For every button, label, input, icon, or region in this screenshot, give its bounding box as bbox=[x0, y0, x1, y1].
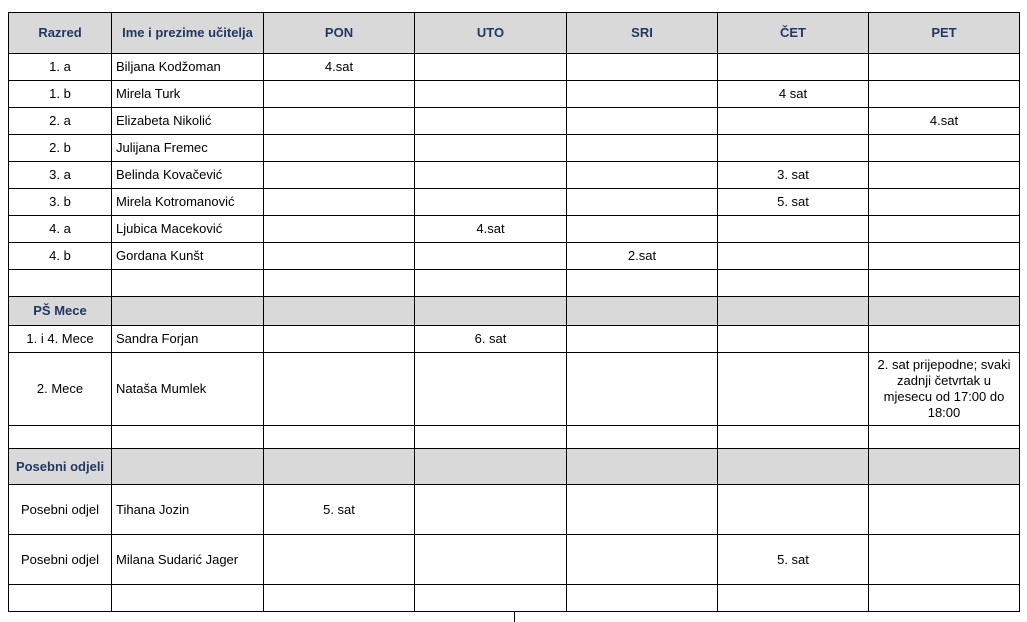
table-row bbox=[9, 243, 1020, 270]
table-row bbox=[9, 54, 1020, 81]
cell-razred: 4. a bbox=[9, 216, 112, 243]
cell-pon: 5. sat bbox=[264, 485, 415, 535]
section-label: PŠ Mece bbox=[9, 297, 112, 326]
cell-cet bbox=[718, 353, 869, 426]
cell-sri bbox=[567, 216, 718, 243]
cell-pet: 4.sat bbox=[869, 108, 1020, 135]
section-empty-cell bbox=[264, 449, 415, 485]
cell-teacher-name: Mirela Turk bbox=[112, 81, 264, 108]
table-row bbox=[9, 326, 1020, 353]
cell-cet bbox=[718, 135, 869, 162]
cell-cet bbox=[718, 326, 869, 353]
cell-sri bbox=[567, 585, 718, 612]
cell-sri bbox=[567, 270, 718, 297]
cell-pon bbox=[264, 243, 415, 270]
cell-cet: 3. sat bbox=[718, 162, 869, 189]
cell-teacher-name: Biljana Kodžoman bbox=[112, 54, 264, 81]
table-row bbox=[9, 426, 1020, 449]
cell-pet bbox=[869, 535, 1020, 585]
section-empty-cell bbox=[869, 297, 1020, 326]
text-cursor bbox=[514, 612, 515, 622]
section-empty-cell bbox=[112, 297, 264, 326]
cell-uto: 6. sat bbox=[415, 326, 567, 353]
cell-sri bbox=[567, 326, 718, 353]
cell-pon bbox=[264, 189, 415, 216]
table-row bbox=[9, 535, 1020, 585]
schedule-table bbox=[8, 12, 1020, 612]
header-pon: PON bbox=[264, 13, 415, 54]
section-empty-cell bbox=[567, 297, 718, 326]
cell-pet bbox=[869, 270, 1020, 297]
header-row bbox=[9, 13, 1020, 54]
cell-pet bbox=[869, 162, 1020, 189]
section-empty-cell bbox=[869, 449, 1020, 485]
cell-uto bbox=[415, 108, 567, 135]
table-row bbox=[9, 353, 1020, 426]
table-row bbox=[9, 485, 1020, 535]
cell-pon bbox=[264, 135, 415, 162]
cell-uto bbox=[415, 162, 567, 189]
section-label: Posebni odjeli bbox=[9, 449, 112, 485]
cell-cet bbox=[718, 426, 869, 449]
table-row bbox=[9, 189, 1020, 216]
table-body bbox=[9, 54, 1020, 612]
cell-pon bbox=[264, 162, 415, 189]
section-empty-cell bbox=[718, 449, 869, 485]
cell-sri bbox=[567, 108, 718, 135]
cell-uto bbox=[415, 535, 567, 585]
cell-teacher-name bbox=[112, 585, 264, 612]
cell-teacher-name: Nataša Mumlek bbox=[112, 353, 264, 426]
cell-pet bbox=[869, 326, 1020, 353]
cell-sri bbox=[567, 162, 718, 189]
table-row bbox=[9, 162, 1020, 189]
cell-pon bbox=[264, 270, 415, 297]
header-teacher-name: Ime i prezime učitelja bbox=[112, 13, 264, 54]
cell-uto bbox=[415, 270, 567, 297]
cell-pet: 2. sat prijepodne; svaki zadnji četvrtak u mjesecu od 17:00 do 18:00 bbox=[869, 353, 1020, 426]
header-razred: Razred bbox=[9, 13, 112, 54]
cell-teacher-name: Sandra Forjan bbox=[112, 326, 264, 353]
header-uto: UTO bbox=[415, 13, 567, 54]
cell-pon bbox=[264, 108, 415, 135]
cell-teacher-name: Milana Sudarić Jager bbox=[112, 535, 264, 585]
cell-uto bbox=[415, 243, 567, 270]
cell-pon bbox=[264, 81, 415, 108]
cell-teacher-name: Tihana Jozin bbox=[112, 485, 264, 535]
cell-pon bbox=[264, 585, 415, 612]
cell-cet bbox=[718, 270, 869, 297]
cell-teacher-name bbox=[112, 270, 264, 297]
cell-teacher-name: Mirela Kotromanović bbox=[112, 189, 264, 216]
cell-teacher-name bbox=[112, 426, 264, 449]
cell-teacher-name: Ljubica Maceković bbox=[112, 216, 264, 243]
cell-pet bbox=[869, 216, 1020, 243]
cell-pet bbox=[869, 585, 1020, 612]
cell-pet bbox=[869, 189, 1020, 216]
cell-pon bbox=[264, 326, 415, 353]
header-sri: SRI bbox=[567, 13, 718, 54]
cell-uto bbox=[415, 353, 567, 426]
table-row bbox=[9, 135, 1020, 162]
cell-sri bbox=[567, 54, 718, 81]
header-pet: PET bbox=[869, 13, 1020, 54]
table-row bbox=[9, 81, 1020, 108]
section-empty-cell bbox=[415, 449, 567, 485]
table-row bbox=[9, 585, 1020, 612]
cell-sri bbox=[567, 135, 718, 162]
header-cet: ČET bbox=[718, 13, 869, 54]
cell-pet bbox=[869, 81, 1020, 108]
cell-cet bbox=[718, 216, 869, 243]
cell-cet bbox=[718, 585, 869, 612]
cell-cet: 5. sat bbox=[718, 535, 869, 585]
cell-sri bbox=[567, 535, 718, 585]
cell-razred: 2. b bbox=[9, 135, 112, 162]
section-empty-cell bbox=[264, 297, 415, 326]
cell-teacher-name: Julijana Fremec bbox=[112, 135, 264, 162]
cell-razred: 3. a bbox=[9, 162, 112, 189]
table-row bbox=[9, 108, 1020, 135]
cell-razred: Posebni odjel bbox=[9, 485, 112, 535]
cell-razred: 2. a bbox=[9, 108, 112, 135]
cell-razred: Posebni odjel bbox=[9, 535, 112, 585]
cell-sri bbox=[567, 485, 718, 535]
cell-pet bbox=[869, 243, 1020, 270]
cell-razred bbox=[9, 585, 112, 612]
cell-teacher-name: Gordana Kunšt bbox=[112, 243, 264, 270]
table-row bbox=[9, 216, 1020, 243]
cell-pon bbox=[264, 216, 415, 243]
cell-sri bbox=[567, 353, 718, 426]
cell-uto: 4.sat bbox=[415, 216, 567, 243]
cell-cet bbox=[718, 485, 869, 535]
cell-pon bbox=[264, 353, 415, 426]
cell-razred: 1. b bbox=[9, 81, 112, 108]
cell-uto bbox=[415, 426, 567, 449]
cell-cet bbox=[718, 243, 869, 270]
table-row bbox=[9, 270, 1020, 297]
cell-teacher-name: Belinda Kovačević bbox=[112, 162, 264, 189]
cell-uto bbox=[415, 81, 567, 108]
section-header-row bbox=[9, 449, 1020, 485]
section-empty-cell bbox=[567, 449, 718, 485]
cell-pet bbox=[869, 485, 1020, 535]
cell-razred: 1. i 4. Mece bbox=[9, 326, 112, 353]
cell-razred: 4. b bbox=[9, 243, 112, 270]
cell-pon bbox=[264, 535, 415, 585]
cell-sri bbox=[567, 189, 718, 216]
cell-pon: 4.sat bbox=[264, 54, 415, 81]
cell-uto bbox=[415, 54, 567, 81]
section-header-row bbox=[9, 297, 1020, 326]
cell-uto bbox=[415, 189, 567, 216]
cell-uto bbox=[415, 135, 567, 162]
section-empty-cell bbox=[415, 297, 567, 326]
cell-razred bbox=[9, 270, 112, 297]
cell-pet bbox=[869, 54, 1020, 81]
cell-cet bbox=[718, 108, 869, 135]
cell-uto bbox=[415, 485, 567, 535]
cell-sri bbox=[567, 81, 718, 108]
section-empty-cell bbox=[718, 297, 869, 326]
cell-sri bbox=[567, 426, 718, 449]
cell-sri: 2.sat bbox=[567, 243, 718, 270]
section-empty-cell bbox=[112, 449, 264, 485]
cell-pon bbox=[264, 426, 415, 449]
cell-razred: 3. b bbox=[9, 189, 112, 216]
cell-razred bbox=[9, 426, 112, 449]
cell-razred: 1. a bbox=[9, 54, 112, 81]
cell-cet: 4 sat bbox=[718, 81, 869, 108]
cell-cet bbox=[718, 54, 869, 81]
cell-pet bbox=[869, 135, 1020, 162]
cell-teacher-name: Elizabeta Nikolić bbox=[112, 108, 264, 135]
cell-razred: 2. Mece bbox=[9, 353, 112, 426]
cell-pet bbox=[869, 426, 1020, 449]
cell-cet: 5. sat bbox=[718, 189, 869, 216]
cell-uto bbox=[415, 585, 567, 612]
